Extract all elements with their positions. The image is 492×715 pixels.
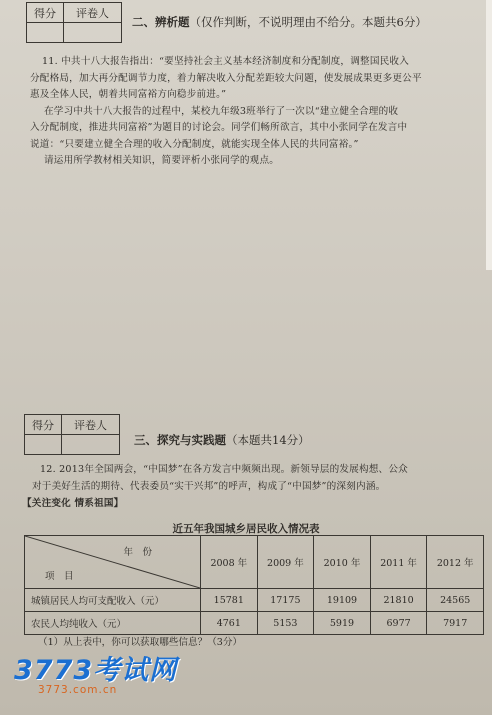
table-row — [25, 612, 484, 635]
section2-heading: 二、辨析题 — [132, 15, 190, 29]
grader-label: 评卷人 — [62, 415, 120, 435]
header-item-label: 项 目 — [45, 571, 74, 582]
section2-title — [132, 14, 427, 30]
grader-cell — [64, 23, 122, 43]
table-header-row — [25, 536, 484, 589]
q11-line: 分配格局，加大再分配调节力度，着力解决收入分配差距较大问题，使发展成果更多更公平 — [30, 72, 422, 84]
column-header: 2011 年 — [370, 536, 427, 589]
q11-line: 11. 中共十八大报告指出：“要坚持社会主义基本经济制度和分配制度，调整国民收入 — [42, 56, 409, 67]
q12-line: 对于美好生活的期待、代表委员“实干兴邦”的呼声，构成了“中国梦”的深刻内涵。 — [32, 480, 386, 492]
score-box-section2 — [26, 2, 122, 43]
grader-label: 评卷人 — [64, 3, 122, 23]
q11-line: 惠及全体人民，朝着共同富裕方向稳步前进。” — [30, 89, 227, 100]
section3-note: （本题共14分） — [226, 433, 310, 447]
row-label: 城镇居民人均可支配收入（元） — [25, 589, 201, 612]
score-box-section3 — [24, 414, 120, 455]
q11-line: 入分配制度，推进共同富裕”为题目的讨论会。同学们畅所欲言，其中小张同学在发言中 — [30, 122, 408, 133]
table-cell: 5919 — [314, 612, 371, 635]
column-header: 2010 年 — [314, 536, 371, 589]
table-cell: 4761 — [201, 612, 258, 635]
table-cell: 15781 — [201, 589, 258, 612]
table-cell: 6977 — [370, 612, 427, 635]
q12-line: 12. 2013年全国两会，“中国梦”在各方发言中频频出现。新领导层的发展构想、公众 — [40, 464, 408, 475]
table-cell: 17175 — [257, 589, 314, 612]
grader-cell — [62, 435, 120, 455]
sub-question-1: （1）从上表中，你可以获取哪些信息？（3分） — [38, 637, 243, 648]
table-cell: 7917 — [427, 612, 484, 635]
section2-note: （仅作判断，不说明理由不给分。本题共6分） — [189, 15, 427, 29]
q11-line: 说道：“只要建立健全合理的收入分配制度，就能实现全体人民的共同富裕。” — [30, 138, 359, 150]
income-table — [24, 535, 484, 635]
score-label: 得分 — [27, 3, 64, 23]
table-cell: 24565 — [427, 589, 484, 612]
watermark-logo: 3773考试网 — [14, 655, 178, 686]
table-title: 近五年我国城乡居民收入情况表 — [172, 523, 320, 535]
header-year-label: 年 份 — [123, 547, 152, 558]
column-header: 2009 年 — [257, 536, 314, 589]
watermark-url: 3773.com.cn — [38, 684, 118, 696]
table-cell: 19109 — [314, 589, 371, 612]
column-header: 2012 年 — [427, 536, 484, 589]
row-label: 农民人均纯收入（元） — [25, 612, 201, 635]
focus-label: 【关注变化 情系祖国】 — [22, 498, 124, 509]
table-cell: 21810 — [370, 589, 427, 612]
question-12 — [32, 462, 408, 495]
question-11 — [30, 54, 422, 170]
q11-line: 在学习中共十八大报告的过程中，某校九年级3班举行了一次以“建立健全合理的收 — [44, 105, 399, 117]
section3-title — [134, 432, 310, 448]
score-label: 得分 — [25, 415, 62, 435]
diagonal-header-cell — [25, 536, 201, 589]
column-header: 2008 年 — [201, 536, 258, 589]
score-cell — [27, 23, 64, 43]
score-cell — [25, 435, 62, 455]
table-cell: 5153 — [257, 612, 314, 635]
paper-edge-notch — [486, 0, 492, 270]
table-row — [25, 589, 484, 612]
q11-line: 请运用所学教材相关知识，简要评析小张同学的观点。 — [44, 155, 280, 166]
section3-heading: 三、探究与实践题 — [134, 433, 226, 447]
